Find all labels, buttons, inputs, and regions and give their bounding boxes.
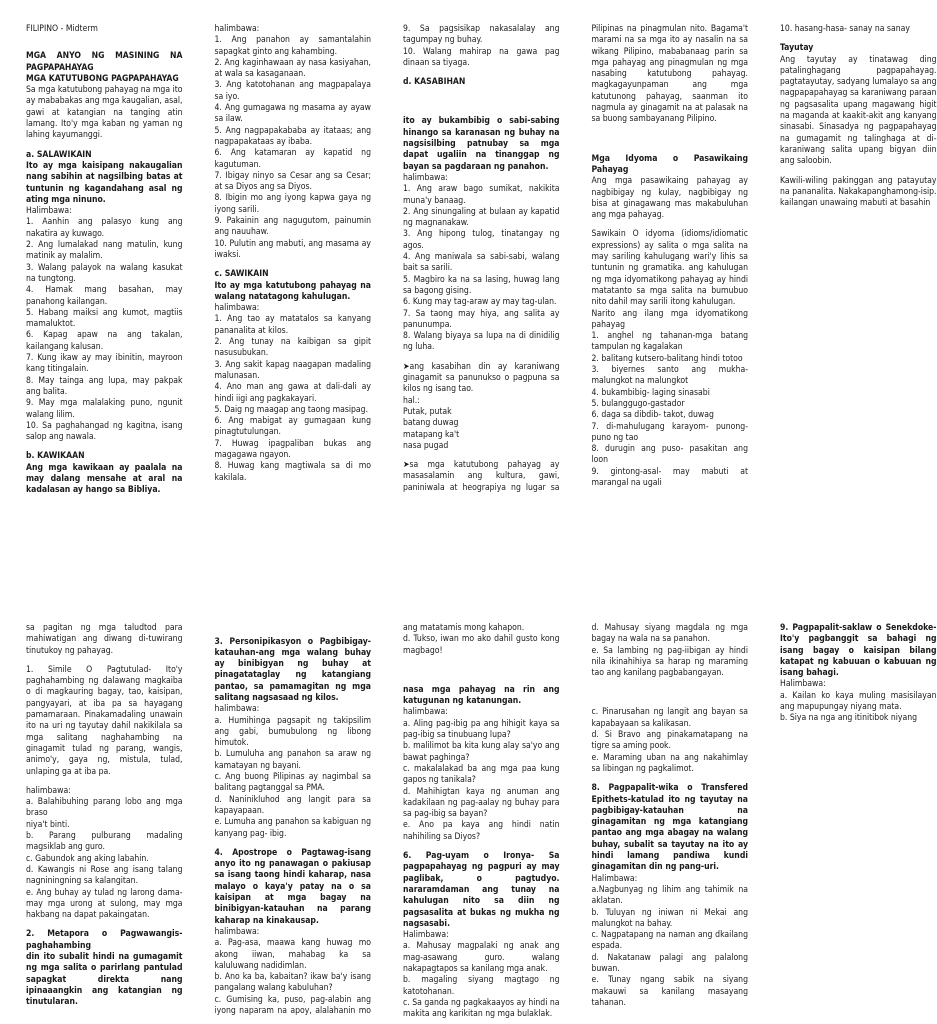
body-text: hal.:: [403, 395, 420, 406]
spacer: [403, 657, 560, 685]
spacer: [26, 142, 183, 150]
body-text: 5. Ang nagpapakababa ay itataas; ang nagpapakataas ay ibaba.: [214, 125, 371, 147]
body-text: d. Naninikluhod ang langit para sa kapayapaan.: [214, 794, 371, 816]
body-text: 4. Ang maniwala sa sabi-sabi, walang bait sa sarili.: [403, 252, 560, 274]
body-text: b. Parang pulburang madaling magsiklab ang guro.: [26, 831, 183, 853]
body-text: 2. Ang tunay na kaibigan sa gipit nasusubukan.: [214, 337, 371, 359]
body-text: b. magaling siyang magtago ng katotohanan.: [403, 975, 560, 997]
body-text: 8. Walang biyaya sa lupa na di dinidilig ng luha.: [403, 331, 560, 353]
body-text: a. Pag-asa, maawa kang huwag mo akong iiwan, mahabag ka sa kaluluwang nadidimlan.: [214, 938, 371, 971]
body-text: c. Gumising ka, puso, pag-alabin ang iyong naparam na apoy, alalahanin mo ang matatamis mong kahapon.: [214, 623, 525, 1016]
body-text: halimbawa:: [214, 303, 260, 314]
body-text: Ang mga pasawikaing pahayag ay nagbibigay ng kulay, nagbibigay ng bisa at ginagawang mas makabuluhan ang mga pahayag.: [591, 176, 748, 221]
body-text: a. Humihinga pagsapit ng takipsilim ang gabi, bumubulong ng libong himutok.: [214, 715, 371, 749]
body-text: 2. Ang lumalakad nang matulin, kung matinik ay malalim.: [26, 240, 183, 262]
body-text: Sa mga katutubong pahayag na mga ito ay mababakas ang mga kaugalian, asal, gawi at katangian na tanging atin lamang. Ito'y mga kaban ng yaman ng lahing kayumanggi.: [26, 85, 183, 141]
body-text: Halimbawa:: [26, 206, 72, 217]
body-text: e. Maraming uban na ang nakahimlay sa libingan ng pagkalimot.: [591, 752, 748, 774]
body-text: c. Sa ganda ng pagkakaayos ay hindi na makita ang karikitan ng mga bulaklak.: [403, 997, 560, 1020]
body-text: e. Lumuha ang panahon sa kabiguan ng kanyang pag- ibig.: [214, 817, 371, 839]
body-text: 2. Ang sinungaling at bulaan ay kapatid ng magnanakaw.: [403, 206, 560, 229]
body-text: e. Ang buhay ay tulad ng larong dama-may mga urong at sulong, may mga hakbang na dapat pakaingatan.: [26, 887, 183, 921]
body-text: c. Pinarusahan ng langit ang bayan sa kapabayaan sa kalikasan.: [591, 707, 748, 729]
body-text: 7. Ibigay ninyo sa Cesar ang sa Cesar; at sa Diyos ang sa Diyos.: [214, 170, 371, 193]
body-text: Ang tayutay ay tinatawag ding patalinghagang pagpapahayag. pagtatayutay, sadyang lumalayo sa ang nagpapapahayag sa karaniwang paraan ng pagsasalita upang magawang higit na maganda at kaakit-akit ang kanyang sinasabi. Sinasadya ng pagpapahayag na gumagamit ng talinghaga at di-karaniwang salita upang bigyan diin ang saloobin.: [780, 54, 937, 167]
body-text: 10. Pulutin ang mabuti, ang masama ay iwaksi.: [214, 238, 371, 260]
body-text: b. Ano ka ba, kabaitan? ikaw ba'y isang pangalang walang kabuluhan?: [214, 972, 371, 994]
page-top: [0, 0, 937, 500]
body-text: e. Tunay ngang sabik na siyang makauwi sa kanilang masayang tahanan.: [591, 975, 748, 1008]
body-text: halimbawa:: [26, 785, 71, 796]
text-columns: [26, 24, 937, 500]
body-text: b. Lumuluha ang panahon sa araw ng kamatayan ng bayani.: [214, 749, 371, 771]
body-text: Kawili-wiling pakinggan ang patayutay na pananalita. Nakakapanghamong-isip. kailangan unawaing mabuti at basahin: [780, 175, 937, 209]
body-text: d. Mahusay siyang magdala ng mga bagay na wala na sa panahon.: [591, 623, 748, 645]
spacer: [26, 921, 183, 929]
body-text: 9. Pakainin ang nagugutom, painumin ang nauuhaw.: [214, 216, 371, 238]
body-text: c. Gabundok ang aking labahin.: [26, 853, 149, 864]
spacer: [403, 69, 560, 77]
body-text: 7. Sa taong may hiya, ang salita ay panunumpa.: [403, 308, 560, 330]
body-text: 3. Ang sakit kapag naagapan madaling malunasan.: [214, 359, 371, 381]
body-text: d. Kawangis ni Rose ang isang talang nagniningning sa kalangitan.: [26, 864, 183, 887]
body-text: 5. bulanggugo-gastador: [591, 398, 685, 409]
body-text: 9. May mga malalaking puno, ngunit walang lilim.: [26, 398, 183, 420]
body-text: halimbawa:: [403, 707, 448, 718]
body-text: 1. Aanhin ang palasyo kung ang nakatira ay kuwago.: [26, 217, 183, 239]
body-text: Halimbawa:: [591, 873, 638, 884]
body-text: 5. Magbiro ka na sa lasing, huwag lang sa bagong gising.: [403, 274, 560, 296]
body-text: 3. Ang katotohanan ang magpapalaya sa iyo.: [214, 80, 371, 102]
spacer: [26, 443, 183, 451]
body-text: d. Mahihigtan kaya ng anuman ang kadakilaan ng pag-aalay ng buhay para sa pag-ibig sa bayan?: [403, 786, 560, 820]
heading-text: 2. Metapora o Pagwawangis-paghahambing: [26, 929, 183, 951]
body-text: 4. Ang gumagawa ng masama ay ayaw sa ilaw.: [214, 103, 371, 125]
body-text: 3. Ang hipong tulog, tinatangay ng agos.: [403, 229, 560, 251]
heading-text: Mga Idyoma o Pasawikaing Pahayag: [591, 153, 748, 175]
body-text: sa pagitan ng mga taludtod para mahiwatigan ang diwang di-tuwirang tinutukoy ng pahayag.: [26, 623, 183, 656]
heading-text: Ito ay mga kaisipang nakaugalian nang sabihin at nagsilbing batas at tuntunin ng kagandahang asal ng ating mga ninuno.: [26, 160, 183, 205]
body-text: 10. Walang mahirap na gawa pag dinaan sa tiyaga.: [403, 46, 560, 68]
heading-text: din ito subalit hindi na gumagamit ng mga salita o parirlang pantulad sapagkat direkta nang ipinaaangkin ang katangian ng tinutularan.: [26, 952, 183, 1008]
body-text: ➤ang kasabihan din ay karaniwang ginagamit sa panunukso o pagpuna sa kilos ng isang tao.: [403, 361, 560, 395]
body-text: 4. bukambibig- laging sinasabi: [591, 387, 710, 398]
body-text: d. Tukso, iwan mo ako dahil gusto kong magbago!: [403, 634, 560, 656]
body-text: a. Balahibuhing parang lobo ang mga braso: [26, 797, 183, 819]
heading-text: 3. Personipikasyon o Pagbibigay-katauhan-ang mga walang buhay ay binibigyan ng buhay at pinagatataglay ng katangiang pantao, sa pamamagitan ng mga salitang nagsasaad ng kilos.: [214, 636, 371, 703]
body-text: 3. Walang palayok na walang kasukat na tungtong.: [26, 262, 183, 284]
spacer: [592, 679, 749, 707]
body-text: 8. durugin ang puso- pasakitan ang loon: [591, 444, 748, 466]
body-text: b. malilimot ba kita kung alay sa'yo ang bawat paghinga?: [403, 741, 560, 763]
body-text: batang duwag: [403, 418, 459, 429]
body-text: 4. Ano man ang gawa at dali-dali ay hindi iigi ang pagkakayari.: [214, 382, 371, 404]
heading-text: c. SAWIKAIN: [214, 269, 269, 280]
spacer: [592, 1009, 749, 1017]
page-bottom: [0, 513, 937, 1020]
heading-text: nasa mga pahayag na rin ang katugunan ng katanungan.: [403, 684, 560, 707]
body-text: 2. Ang kaginhawaan ay nasa kasiyahan, at wala sa kasaganaan.: [214, 57, 371, 80]
body-text: 1. Ang tao ay matatalos sa kanyang pananalita at kilos.: [214, 314, 371, 336]
heading-text: 8. Pagpapalit-wika o Transfered Epithets-katulad ito ng tayutay na pagbibigay-katauhan na ginagamitan ng mga katangiang pantao ang mga abagay na walang buhay, subalit sa tayutay na ito ay hindi lamang pandiwa kundi ginagamitan din ng pang-uri.: [591, 783, 748, 873]
body-text: 8. May tainga ang lupa, may pakpak ang balita.: [26, 375, 183, 397]
heading-text: ito ay bukambibig o sabi-sabing hinango sa karanasan ng buhay na nagsisilbing patnubay sa mga dapat ugaliin na tinanggap ng bayan sa pagdaraan ng panahon.: [403, 116, 560, 172]
body-text: nasa pugad: [403, 440, 449, 451]
body-text: 1. anghel ng tahanan-mga batang tampulan ng kagalakan: [591, 331, 748, 353]
heading-text: b. KAWIKAAN: [26, 451, 85, 462]
heading-text: a. SALAWIKAIN: [26, 149, 92, 160]
text-columns: [26, 623, 937, 1023]
body-text: 5. Habang maiksi ang kumot, magtiis mamaluktot.: [26, 307, 183, 330]
body-text: halimbawa:: [403, 172, 448, 183]
heading-text: d. KASABIHAN: [403, 77, 466, 88]
body-text: halimbawa:: [214, 926, 260, 937]
body-text: 6. Ang katamaran ay kapatid ng kagutuman.: [214, 148, 371, 170]
body-text: 8. Huwag kang magtiwala sa di mo kakilala.: [214, 461, 371, 483]
body-text: 5. Daig ng maagap ang taong masipag.: [214, 404, 369, 415]
body-text: Halimbawa:: [403, 930, 449, 941]
body-text: a. Mahusay magpalaki ng anak ang mag-asawang guro. walang nakapagtapos sa kanilang mga anak.: [403, 941, 560, 975]
body-text: 8. Ibigin mo ang iyong kapwa gaya ng iyong sarili.: [214, 193, 371, 215]
body-text: 3. biyernes santo ang mukha-malungkot na malungkot: [591, 365, 748, 387]
body-text: Halimbawa:: [780, 679, 826, 690]
spacer: [780, 35, 937, 43]
body-text: ➤sa mga katutubong pahayag ay masasalamin ang kultura, gawi, paniniwala at heograpiya ng lugar sa Pilipinas na pinagmulan nito. Bagama't marami na sa mga ito ay nasalin na sa wikang Pilipino, mababanaag parin sa mga pahayag ang pinagmulan ng mga nasabing katutubong pahayag. magkagayunpaman ang mga katutunong pahayag, saanman ito nagmula ay ginagamit na at palasak na sa buong sambayanang Pilipino.: [403, 24, 748, 493]
heading-text: MGA ANYO NG MASINING NA PAGPAPAHAYAG: [26, 51, 183, 73]
body-text: 7. Kung ikaw ay may ibinitin, mayroon kang titingalain.: [26, 353, 183, 375]
body-text: 6. Kapag apaw na ang takalan, kailangang kalusan.: [26, 330, 183, 352]
body-text: 7. di-mahulugang karayom- punong-puno ng tao: [591, 421, 748, 443]
spacer: [215, 840, 372, 848]
body-text: a.Nagbunyag ng lihim ang tahimik na aklatan.: [591, 884, 748, 907]
spacer: [403, 843, 560, 851]
spacer: [26, 778, 183, 786]
body-text: 1. Ang panahon ay samantalahin sapagkat ginto ang kahambing.: [214, 35, 371, 57]
heading-text: Ang mga kawikaan ay paalala na may dalang mensahe at aral na kadalasan ay hango sa Bibliya.: [26, 462, 183, 496]
body-text: 6. Ang mabigat ay gumagaan kung pinagtutulungan.: [214, 416, 371, 438]
heading-text: 9. Pagpapalit-saklaw o Senekdoke- Ito'y pagbanggit sa bahagi ng isang bagay o kaisipan bilang katapat ng kabuuan o kabuuan ng isang bahagi.: [780, 623, 937, 679]
body-text: d. Si Bravo ang pinakamatapang na tigre sa aming pook.: [591, 730, 748, 752]
body-text: c. makalalakad ba ang mga paa kung gapos ng tanikala?: [403, 763, 560, 786]
body-text: a. Kailan ko kaya muling masisilayan ang mapupungay niyang mata.: [780, 690, 937, 713]
heading-text: 4. Apostrope o Pagtawag-isang anyo ito ng panawagan o pakiusap sa isang taong hindi kaharap, nasa malayo o kaya'y patay na o sa kaisipan at mga bagay na binibigyan-katauhan na parang kaharap na kinakausap.: [214, 847, 371, 926]
body-text: Narito ang ilang mga idyomatikong pahayag: [591, 308, 748, 330]
body-text: Sawikain O idyoma (idioms/idiomatic expressions) ay salita o mga salita na may sariling kahulugang wari'y lihis sa tuntunin ng gramatika. ang kahulugan ng mga idyomatikong pahayag ay hindi matatanto sa mga salita na bumubuo nito dahil may sarili itong kahulugan.: [591, 229, 748, 308]
body-text: c. Nagpatapang na naman ang dkailang espada.: [591, 930, 748, 952]
body-text: halimbawa:: [214, 24, 260, 34]
spacer: [780, 168, 937, 176]
spacer: [26, 657, 183, 665]
spacer: [26, 35, 183, 51]
body-text: 1. Simile O Pagtutulad- Ito'y paghahambing ng dalawang magkaiba o di magkauring bagay, tao, kaisipan, pangyayari, at iba pa sa hayagang pamamaraan. Pinakamadaling unawain ito na uri ng tayutay dahil nakikilala sa mga salitang naghahambing na ginagamit tulad ng parang, wangis, animo'y, gaya ng, mistula, tulad, unlaping ga at iba pa.: [26, 664, 183, 777]
body-text: 4. Hamak mang basahan, may panahong kailangan.: [26, 285, 183, 307]
heading-text: 6. Pag-uyam o Ironya- Sa pagpapahayag ng pagpuri ay may paglibak, o pagtudyo. nararamdaman ang tunay na kahulugan nito sa diin ng pagsasalita at bukas ng mukha ng nagsasabi.: [403, 851, 560, 929]
heading-text: Ito ay mga katutubong pahayag na walang natatagong kahulugan.: [214, 280, 371, 302]
body-text: 7. Huwag ipagpaliban bukas ang magagawa ngayon.: [214, 438, 371, 460]
spacer: [592, 221, 749, 229]
body-text: 1. Ang araw bago sumikat, nakikita muna'y banaag.: [403, 184, 560, 206]
body-text: niya't binti.: [26, 819, 70, 830]
body-text: 9. gintong-asal- may mabuti at marangal na ugali: [591, 466, 748, 488]
body-text: 6. daga sa dibdib- takot, duwag: [591, 410, 714, 421]
body-text: 10. hasang-hasa- sanay na sanay: [780, 24, 910, 34]
body-text: 9. Sa pagsisikap nakasalalay ang tagumpay ng buhay.: [403, 24, 560, 46]
spacer: [403, 354, 560, 362]
body-text: d. Nakatanaw palagi ang palalong buwan.: [591, 952, 748, 975]
body-text: 10. Sa paghahangad ng kagitna, isang salop ang nawala.: [26, 420, 183, 443]
body-text: c. Ang buong Pilipinas ay nagimbal sa balitang pagtanggal sa PMA.: [214, 772, 371, 794]
heading-text: Tayutay: [780, 43, 814, 54]
body-text: 2. balitang kutsero-balitang hindi totoo: [591, 353, 743, 364]
body-text: 6. Kung may tag-araw ay may tag-ulan.: [403, 297, 557, 308]
body-text: b. Siya na nga ang itinitibok niyang: [780, 713, 918, 724]
spacer: [592, 126, 749, 154]
body-text: b. Tuluyan ng iniwan ni Mekai ang malungkot na bahay.: [591, 907, 748, 929]
body-text: e. Ano pa kaya ang hindi natin nahihiling sa Diyos?: [403, 820, 560, 842]
body-text: e. Sa lambing ng pag-iibigan ay hindi nila ikinahihiya sa harap ng maraming tao ang kanilang pagbabangayan.: [591, 645, 748, 679]
body-text: halimbawa:: [214, 704, 260, 715]
spacer: [215, 261, 372, 269]
spacer: [403, 452, 560, 460]
body-text: Putak, putak: [403, 406, 452, 417]
body-text: matapang ka't: [403, 429, 460, 440]
spacer: [403, 88, 560, 116]
spacer: [592, 775, 749, 783]
body-text: FILIPINO - Midterm: [26, 24, 98, 34]
heading-text: MGA KATUTUBONG PAGPAPAHAYAG: [26, 73, 179, 84]
body-text: a. Aling pag-ibig pa ang hihigit kaya sa pag-ibig sa tinubuang lupa?: [403, 718, 560, 741]
